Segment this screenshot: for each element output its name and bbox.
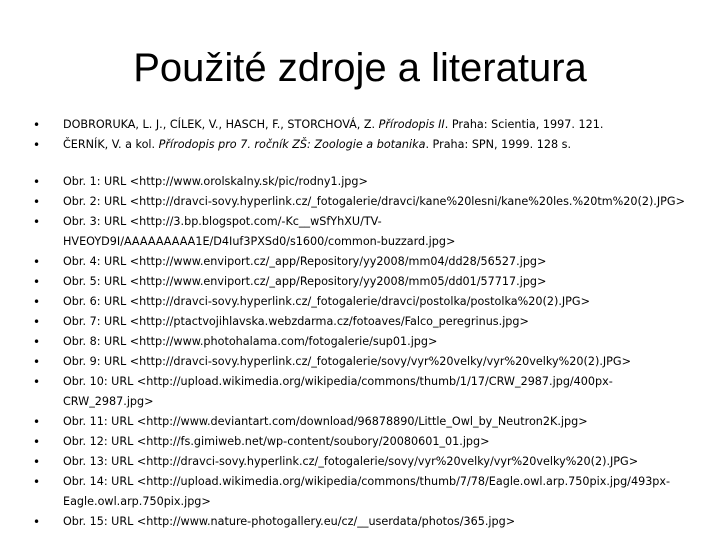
bullet-icon: • <box>33 138 41 152</box>
bullet-icon: • <box>33 175 41 189</box>
entry-text: . Praha: SPN, 1999. 128 s. <box>425 138 572 151</box>
image-source-url: Obr. 5: URL <http://www.enviport.cz/_app/Repository/yy2008/mm05/dd01/57717.jpg> <box>63 275 547 288</box>
image-source-url: HVEOYD9I/AAAAAAAAA1E/D4Iuf3PXSd0/s1600/common-buzzard.jpg> <box>63 235 456 248</box>
bibliography-entry <box>63 135 713 155</box>
image-source-url: Eagle.owl.arp.750pix.jpg> <box>63 495 211 508</box>
image-source-url: Obr. 4: URL <http://www.enviport.cz/_app/Repository/yy2008/mm04/dd28/56527.jpg> <box>63 255 547 268</box>
image-source-url: Obr. 8: URL <http://www.photohalama.com/fotogalerie/sup01.jpg> <box>63 335 438 348</box>
image-source-url: Obr. 15: URL <http://www.nature-photogallery.eu/cz/__userdata/photos/365.jpg> <box>63 515 516 528</box>
image-source-url: Obr. 1: URL <http://www.orolskalny.sk/pic/rodny1.jpg> <box>63 175 368 188</box>
bullet-icon: • <box>33 435 41 449</box>
image-source-url: Obr. 9: URL <http://dravci-sovy.hyperlink.cz/_fotogalerie/sovy/vyr%20velky/vyr%20velky%20(2).JPG> <box>63 355 631 368</box>
image-source-url: Obr. 10: URL <http://upload.wikimedia.org/wikipedia/commons/thumb/1/17/CRW_2987.jpg/400px- <box>63 375 613 388</box>
bullet-icon: • <box>33 455 41 469</box>
bullet-icon: • <box>33 195 41 209</box>
image-source-url: Obr. 3: URL <http://3.bp.blogspot.com/-Kc__wSfYhXU/TV- <box>63 215 382 228</box>
image-source-url: Obr. 6: URL <http://dravci-sovy.hyperlink.cz/_fotogalerie/dravci/postolka/postolka%20(2).JPG> <box>63 295 590 308</box>
entry-text: ČERNÍK, V. a kol. <box>63 138 159 151</box>
bullet-icon: • <box>33 415 41 429</box>
bullet-icon: • <box>33 275 41 289</box>
bullet-icon: • <box>33 375 41 389</box>
image-source-url: CRW_2987.jpg> <box>63 395 154 408</box>
image-source-url: Obr. 14: URL <http://upload.wikimedia.org/wikipedia/commons/thumb/7/78/Eagle.owl.arp.750pix.jpg/493px- <box>63 475 671 488</box>
bullet-icon: • <box>33 215 41 229</box>
book-title: Přírodopis pro 7. ročník ZŠ: Zoologie a botanika <box>158 138 426 151</box>
image-source-url: Obr. 2: URL <http://dravci-sovy.hyperlink.cz/_fotogalerie/dravci/kane%20lesni/kane%20les.%20tm%20(2).JPG> <box>63 195 685 208</box>
bullet-icon: • <box>33 515 41 529</box>
bullet-icon: • <box>33 355 41 369</box>
bullet-icon: • <box>33 335 41 349</box>
bullet-icon: • <box>33 295 41 309</box>
bullet-icon: • <box>33 118 41 132</box>
bullet-icon: • <box>33 255 41 269</box>
page-title: Použité zdroje a literatura <box>133 46 587 90</box>
bullet-icon: • <box>33 315 41 329</box>
entry-text: . Praha: Scientia, 1997. 121. <box>444 118 604 131</box>
entry-text: DOBRORUKA, L. J., CÍLEK, V., HASCH, F., STORCHOVÁ, Z. <box>63 118 379 131</box>
image-source-url: Obr. 11: URL <http://www.deviantart.com/download/96878890/Little_Owl_by_Neutron2K.jpg> <box>63 415 588 428</box>
image-source-url: Obr. 12: URL <http://fs.gimiweb.net/wp-content/soubory/20080601_01.jpg> <box>63 435 490 448</box>
bullet-icon: • <box>33 475 41 489</box>
image-source-url: Obr. 7: URL <http://ptactvojihlavska.webzdarma.cz/fotoaves/Falco_peregrinus.jpg> <box>63 315 529 328</box>
bibliography-entry <box>63 115 713 135</box>
book-title: Přírodopis II <box>378 118 445 131</box>
image-source-url: Obr. 13: URL <http://dravci-sovy.hyperlink.cz/_fotogalerie/sovy/vyr%20velky/vyr%20velky%20(2).JPG> <box>63 455 639 468</box>
